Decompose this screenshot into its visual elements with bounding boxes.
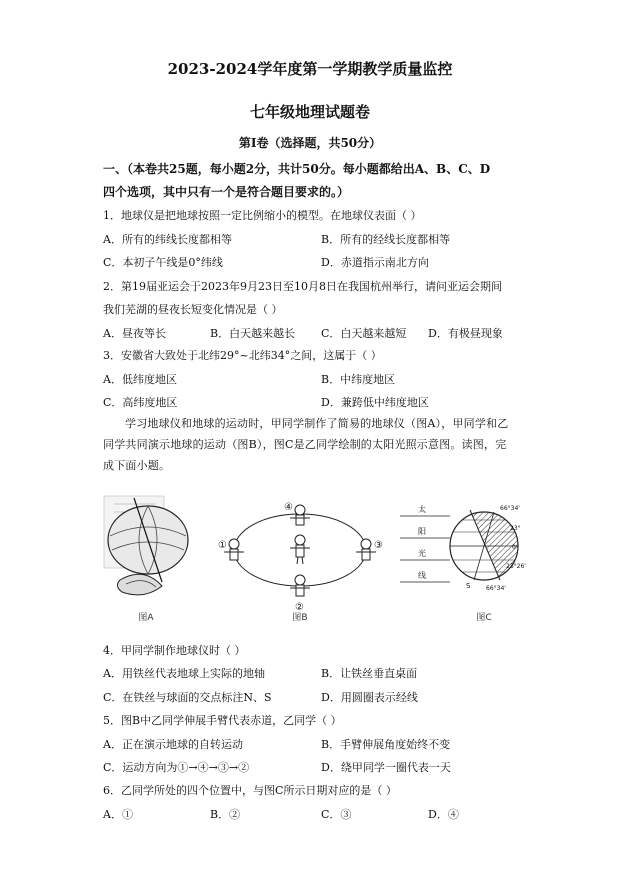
- lat-label-2: 23°: [510, 525, 521, 532]
- question-1-stem: 1．地球仪是把地球按照一定比例缩小的模型。在地球仪表面（ ）: [103, 209, 422, 222]
- q3-option-c: C．高纬度地区: [103, 396, 178, 409]
- exam-subtitle: 七年级地理试题卷: [249, 103, 370, 121]
- sunlight-char-1: 太: [418, 505, 426, 514]
- q6-option-a: A．①: [103, 808, 133, 821]
- q2-option-c: C．白天越来越短: [321, 327, 407, 340]
- caption-figure-c: 图C: [476, 613, 492, 623]
- student-position-1-icon: [224, 539, 244, 560]
- center-student-icon: [290, 535, 310, 564]
- q3-option-b: B．中纬度地区: [321, 373, 396, 386]
- q1-option-c: C．本初子午线是0°纬线: [103, 256, 223, 269]
- q2-option-a: A．昼夜等长: [103, 327, 166, 340]
- q5-option-d: D．绕甲同学一圈代表一天: [321, 761, 451, 774]
- figure-b-orbit: [218, 502, 383, 613]
- part-title: 第Ⅰ卷（选择题，共50分）: [238, 136, 382, 150]
- student-position-4-icon: [290, 505, 310, 525]
- sunlight-char-3: 光: [418, 549, 426, 558]
- q2-option-d: D．有极昼现象: [428, 327, 503, 340]
- sunlight-char-2: 阳: [418, 527, 426, 536]
- position-label-2: ②: [295, 602, 304, 613]
- q4-option-b: B．让铁丝垂直桌面: [321, 667, 418, 680]
- section-intro-line1: 一、（本卷共25题，每小题2分，共计50分。每小题都给出A、B、C、D: [103, 162, 491, 176]
- position-label-3: ③: [374, 540, 383, 551]
- q5-option-a: A．正在演示地球的自转运动: [103, 738, 243, 751]
- question-2-stem-line1: 2．第19届亚运会于2023年9月23日至10月8日在我国杭州举行，请问亚运会期间: [103, 280, 502, 293]
- q5-option-c: C．运动方向为①→④→③→②: [103, 761, 250, 774]
- section-intro-line2: 四个选项，其中只有一个是符合题目要求的。）: [103, 185, 350, 199]
- question-2-stem-line2: 我们芜湖的昼夜长短变化情况是（ ）: [103, 303, 283, 316]
- figure-c-sunlight: [400, 504, 526, 592]
- q6-option-b: B．②: [210, 808, 241, 821]
- q4-option-d: D．用圆圈表示经线: [321, 691, 418, 704]
- question-3-stem: 3．安徽省大致处于北纬29°~北纬34°之间，这属于（ ）: [103, 349, 382, 362]
- q6-option-d: D．④: [428, 808, 459, 821]
- q3-option-d: D．兼跨低中纬度地区: [321, 396, 429, 409]
- q6-option-c: C．③: [321, 808, 352, 821]
- q4-option-c: C．在铁丝与球面的交点标注N、S: [103, 691, 272, 704]
- south-pole-label: S: [466, 582, 471, 590]
- q1-option-a: A．所有的纬线长度都相等: [103, 233, 232, 246]
- lat-label-5: 66°34': [486, 585, 506, 592]
- q2-option-b: B．白天越来越长: [210, 327, 296, 340]
- q4-option-a: A．用铁丝代表地球上实际的地轴: [103, 667, 265, 680]
- lat-label-4: 23°26': [506, 563, 526, 570]
- caption-figure-a: 图A: [138, 613, 154, 623]
- figure-a-globe: [104, 496, 188, 595]
- position-label-4: ④: [284, 502, 293, 513]
- position-label-1: ①: [218, 540, 227, 551]
- q5-option-b: B．手臂伸展角度始终不变: [321, 738, 451, 751]
- question-4-stem: 4．甲同学制作地球仪时（ ）: [103, 644, 246, 657]
- exam-title: 2023-2024学年度第一学期教学质量监控: [167, 60, 453, 78]
- question-6-stem: 6．乙同学所处的四个位置中，与图C所示日期对应的是（ ）: [103, 784, 397, 797]
- material-paragraph: 学习地球仪和地球的运动时，甲同学制作了简易的地球仪（图A），甲同学和乙同学共同演示地球的运动（图B），图C是乙同学绘制的太阳光照示意图。读图，完成下面小题。: [103, 417, 509, 472]
- lat-label-3: 0°: [512, 544, 519, 551]
- student-position-3-icon: [356, 539, 376, 560]
- question-5-stem: 5．图B中乙同学伸展手臂代表赤道，乙同学（ ）: [103, 714, 342, 727]
- sunlight-char-4: 线: [418, 571, 426, 580]
- figure-abc: [100, 488, 526, 628]
- q1-option-b: B．所有的经线长度都相等: [321, 233, 451, 246]
- q3-option-a: A．低纬度地区: [103, 373, 177, 386]
- q1-option-d: D．赤道指示南北方向: [321, 256, 429, 269]
- caption-figure-b: 图B: [292, 613, 308, 623]
- lat-label-1: 66°34': [500, 505, 520, 512]
